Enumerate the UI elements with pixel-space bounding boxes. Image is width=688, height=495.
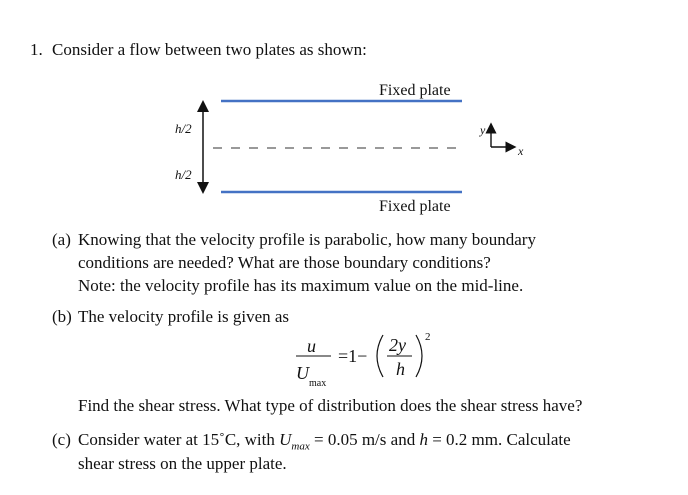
part-c-line-1 <box>78 430 571 456</box>
y-axis-label: y <box>480 123 486 137</box>
part-b-line-2: Find the shear stress. What type of distribution does the shear stress have? <box>78 396 583 415</box>
eq-exponent: 2 <box>425 331 431 343</box>
upper-half-gap-label: h/2 <box>175 121 192 136</box>
left-paren <box>377 335 383 377</box>
part-c-line-2: shear stress on the upper plate. <box>78 454 287 473</box>
eq-U: U <box>296 363 309 383</box>
part-c-text-b: = 0.05 m/s and <box>309 430 420 449</box>
eq-2y: 2y <box>389 335 406 355</box>
lower-half-gap-label: h/2 <box>175 167 192 182</box>
bottom-plate-label: Fixed plate <box>379 198 451 215</box>
right-paren <box>416 335 422 377</box>
part-b-line-1: The velocity profile is given as <box>78 307 290 326</box>
eq-h: h <box>396 359 405 379</box>
question-prompt: Consider a flow between two plates as shown: <box>52 40 367 59</box>
part-a-note: Note: the velocity profile has its maximum value on the mid-line. <box>78 276 524 295</box>
part-a-line-1: Knowing that the velocity profile is parabolic, how many boundary <box>78 230 536 249</box>
part-c-label: (c) <box>52 430 71 449</box>
eq-u: u <box>307 336 316 356</box>
eq-equals-one-minus: =1− <box>338 346 368 366</box>
part-a-line-2: conditions are needed? What are those boundary conditions? <box>78 253 491 272</box>
question-number: 1. <box>30 40 43 59</box>
eq-max-subscript: max <box>309 378 327 389</box>
h-symbol: h <box>419 430 428 449</box>
umax-subscript: max <box>291 440 310 453</box>
top-plate-label: Fixed plate <box>379 82 451 99</box>
umax-symbol: U <box>279 430 292 449</box>
part-c-text-a: Consider water at 15˚C, with <box>78 430 280 449</box>
part-c-text-c: = 0.2 mm. Calculate <box>427 430 571 449</box>
part-b-label: (b) <box>52 307 72 326</box>
x-axis-label: x <box>518 144 524 158</box>
part-a-label: (a) <box>52 230 71 249</box>
